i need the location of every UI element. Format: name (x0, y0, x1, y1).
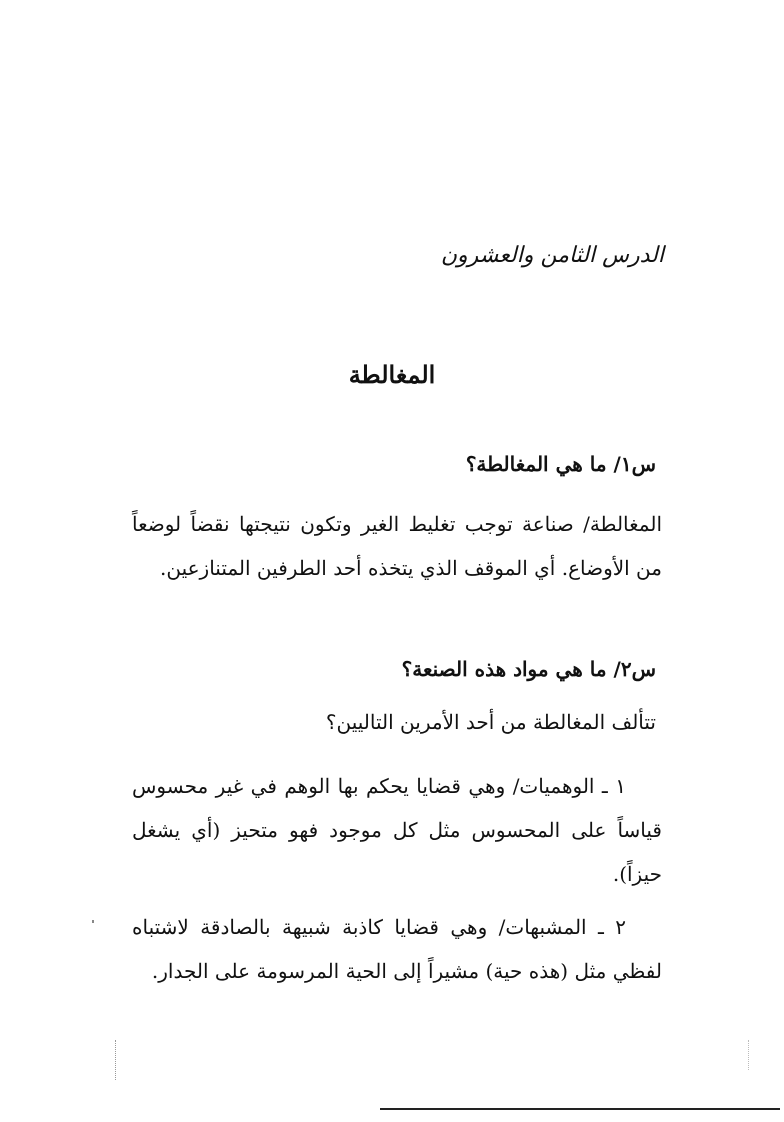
question-2: س٢/ ما هي مواد هذه الصنعة؟ (401, 657, 656, 681)
margin-dots-left (115, 1040, 118, 1080)
answer-2-item-1: ١ ـ الوهميات/ وهي قضايا يحكم بها الوهم في غير محسوس قياساً على المحسوس مثل كل موجود فهو متحيز (أي يشغل حيزاً). (132, 774, 662, 886)
answer-2-item-2: ٢ ـ المشبهات/ وهي قضايا كاذبة شبيهة بالصادقة لاشتباه لفظي مثل (هذه حية) مشيراً إلى الحية المرسومة على الجدار. (132, 915, 662, 983)
answer-2-intro: تتألف المغالطة من أحد الأمرين التاليين؟ (325, 710, 656, 734)
chapter-title: المغالطة (348, 360, 436, 389)
bottom-rule (380, 1108, 780, 1110)
lesson-heading: الدرس الثامن والعشرون (440, 243, 664, 268)
answer-1-paragraph: المغالطة/ صناعة توجب تغليط الغير وتكون نتيجتها نقضاً لوضعاً من الأوضاع. أي الموقف الذي يتخذه أحد الطرفين المتنازعين. (132, 512, 662, 580)
scan-speck (92, 920, 94, 923)
question-1: س١/ ما هي المغالطة؟ (465, 452, 656, 476)
margin-dots-right (748, 1040, 751, 1070)
